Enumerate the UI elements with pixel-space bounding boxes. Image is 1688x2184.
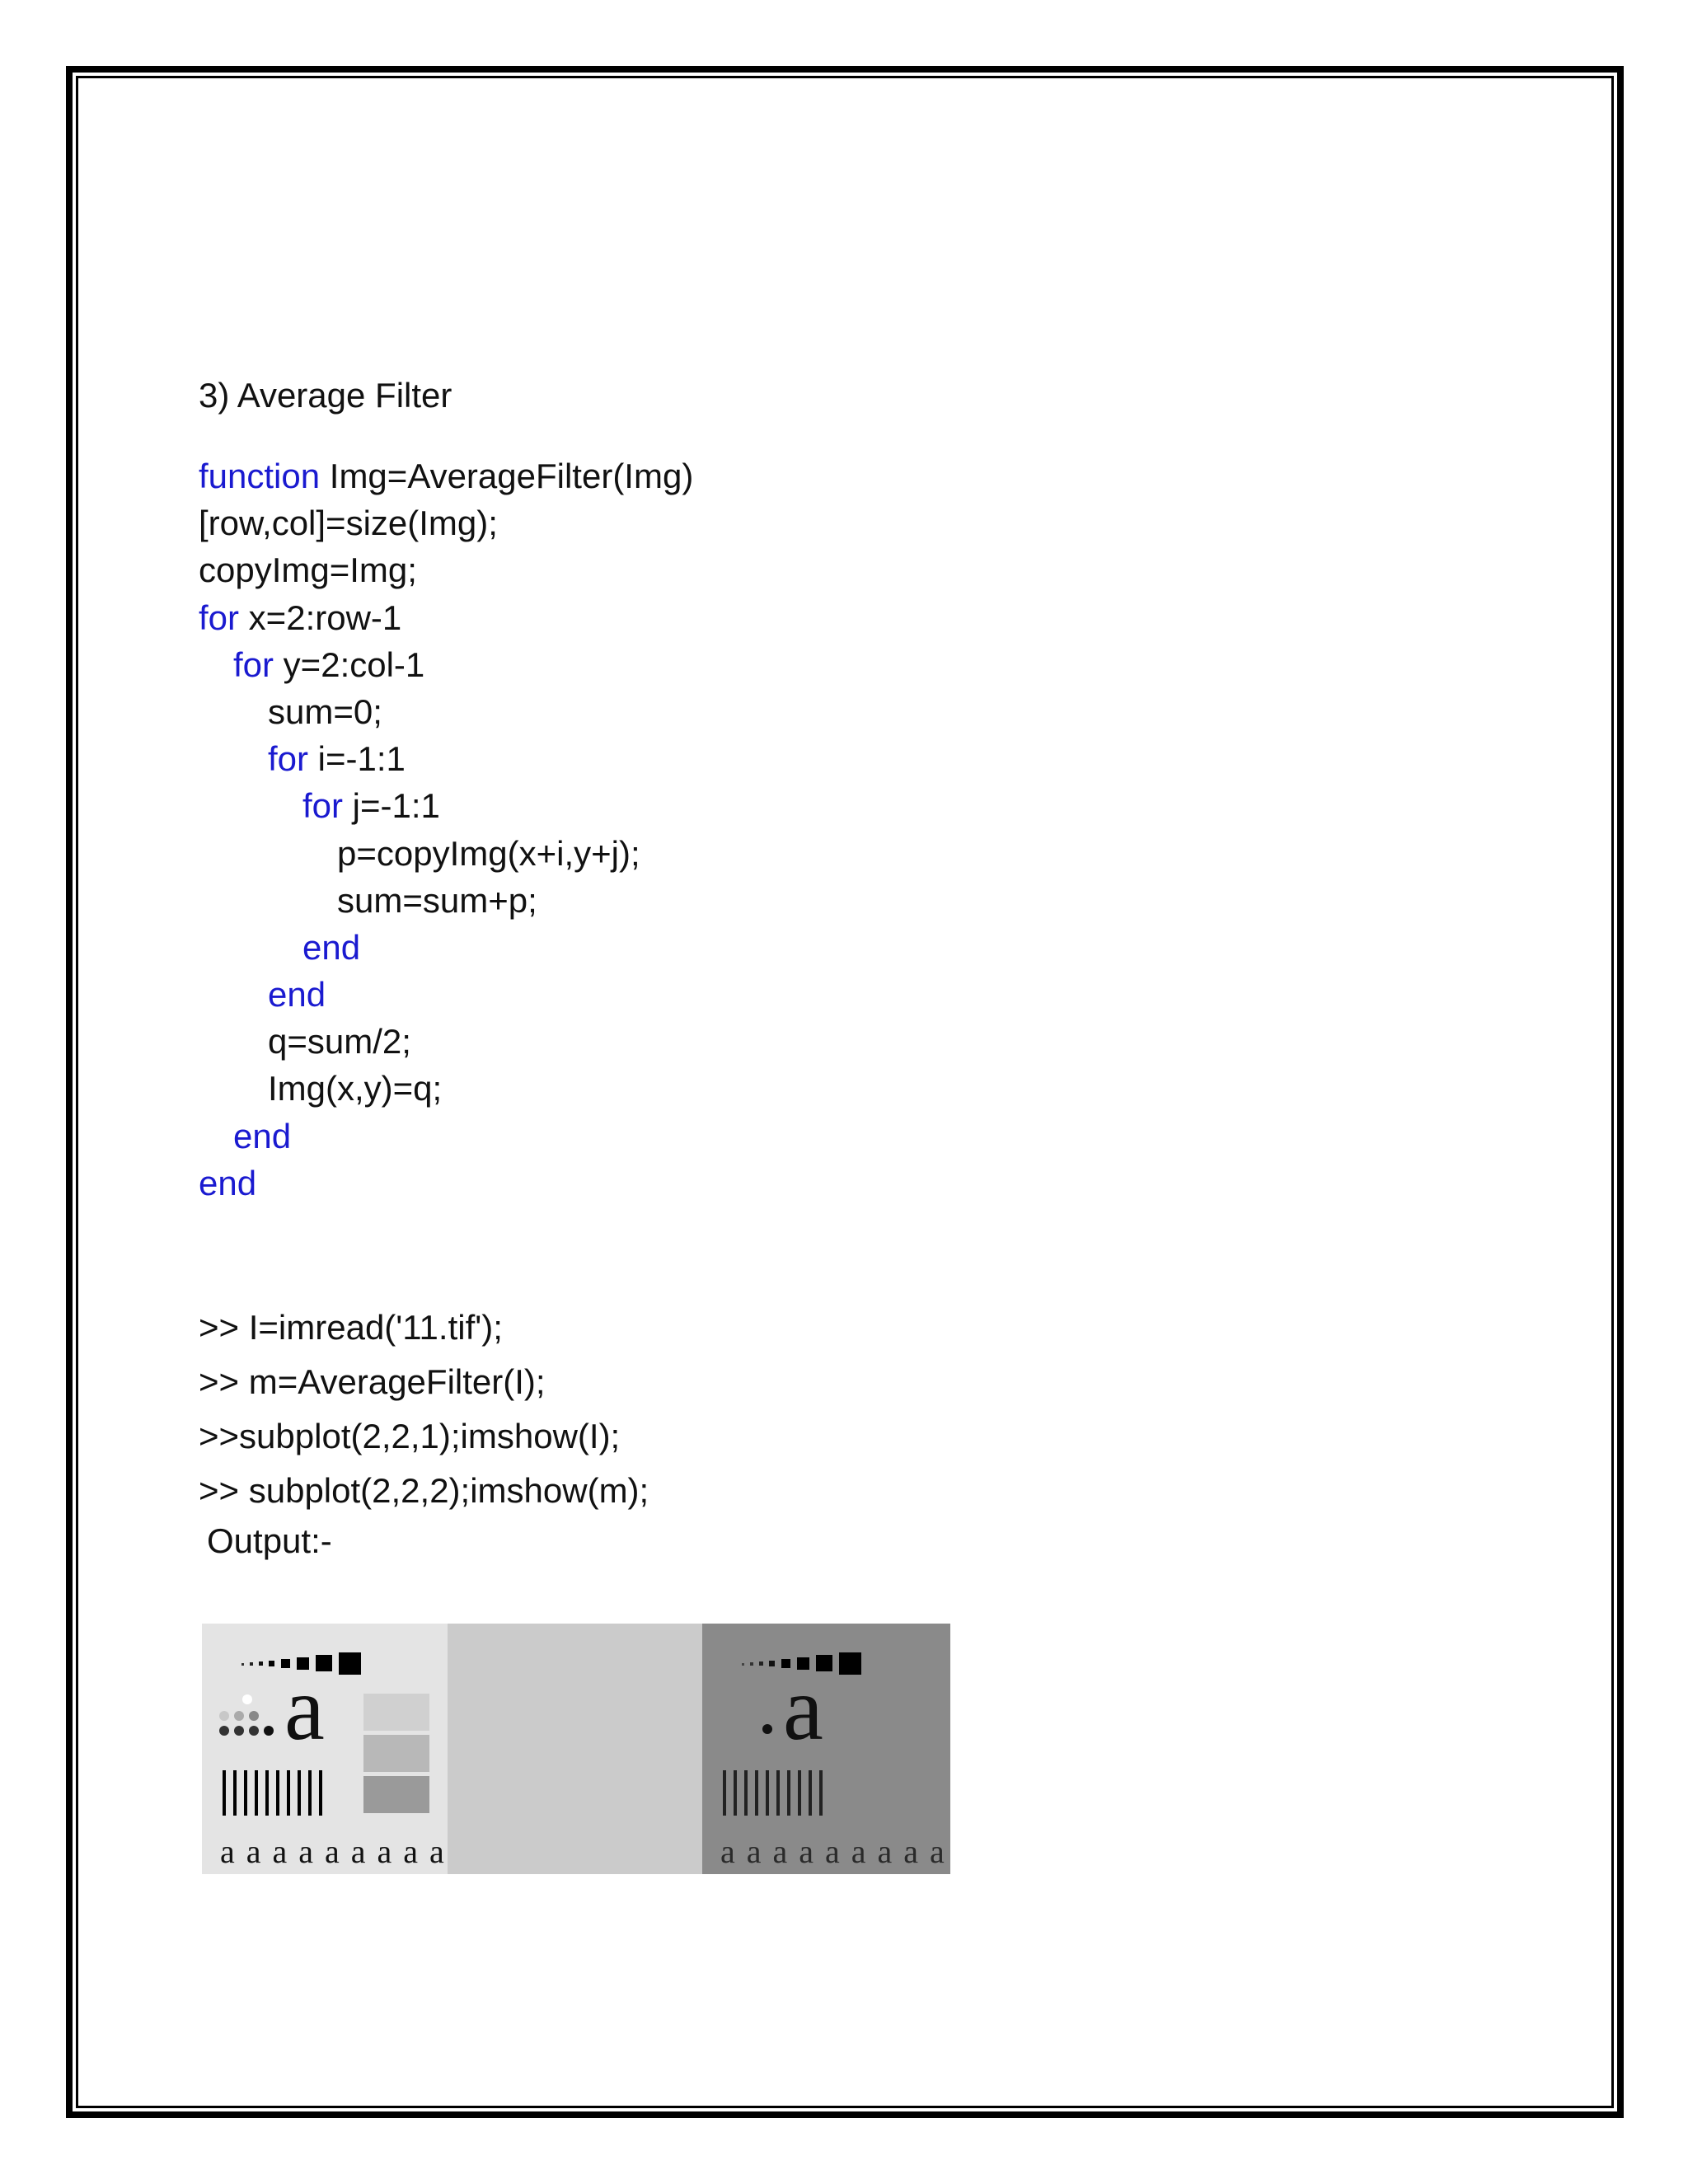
code-line: [199, 1065, 693, 1112]
code-line: [199, 1018, 693, 1065]
code-keyword: end: [199, 1163, 257, 1202]
code-text: p=copyImg(x+i,y+j);: [337, 833, 640, 873]
code-keyword: end: [268, 975, 326, 1015]
code-text: sum=sum+p;: [337, 880, 537, 920]
code-text: q=sum/2;: [268, 1022, 411, 1062]
command-window-block: [199, 1301, 649, 1518]
code-line: [199, 1113, 693, 1160]
code-text: Img=AverageFilter(Img): [320, 457, 694, 495]
code-text: j=-1:1: [343, 786, 440, 826]
filtered-dot: [762, 1724, 772, 1734]
command-line: >> subplot(2,2,2);imshow(m);: [199, 1471, 649, 1510]
code-keyword: for: [302, 786, 344, 826]
code-block: [199, 452, 693, 1207]
code-line: [199, 1160, 693, 1207]
code-line: [199, 452, 693, 499]
code-line: [199, 594, 693, 641]
code-line: [199, 782, 693, 829]
code-line: [199, 971, 693, 1018]
code-line: [199, 499, 693, 546]
code-line: [199, 688, 693, 735]
code-keyword: for: [199, 598, 240, 637]
code-line: [199, 877, 693, 924]
code-text: Img(x,y)=q;: [268, 1069, 443, 1108]
code-line: [199, 830, 693, 877]
code-keyword: end: [302, 927, 361, 967]
output-figure: [202, 1624, 950, 1874]
output-label: Output:-: [207, 1521, 332, 1560]
code-text: sum=0;: [268, 691, 382, 731]
code-text: x=2:row-1: [239, 598, 402, 637]
command-line: >>subplot(2,2,1);imshow(I);: [199, 1417, 621, 1455]
code-keyword: function: [199, 457, 321, 495]
code-keyword: for: [233, 644, 274, 684]
original-letter-row: a a a a a a a a a: [220, 1833, 446, 1870]
original-letter-a: a: [284, 1658, 325, 1759]
filtered-letter-a: a: [783, 1658, 823, 1759]
code-text: copyImg=Img;: [199, 551, 417, 590]
code-text: i=-1:1: [308, 739, 406, 779]
code-line: [199, 546, 693, 593]
code-line: [199, 924, 693, 971]
code-text: y=2:col-1: [274, 644, 425, 684]
code-line: [199, 735, 693, 782]
command-line: >> m=AverageFilter(I);: [199, 1362, 546, 1401]
code-line: [199, 641, 693, 688]
code-keyword: end: [233, 1116, 292, 1155]
original-noise-patches: [363, 1694, 429, 1819]
command-line: >> I=imread('11.tif');: [199, 1308, 503, 1347]
code-keyword: for: [268, 739, 309, 779]
section-title: 3) Average Filter: [199, 376, 452, 415]
filtered-letter-row: a a a a a a a a a: [720, 1833, 946, 1870]
code-text: [row,col]=size(Img);: [199, 504, 498, 543]
output-figure-svg: [202, 1624, 950, 1874]
